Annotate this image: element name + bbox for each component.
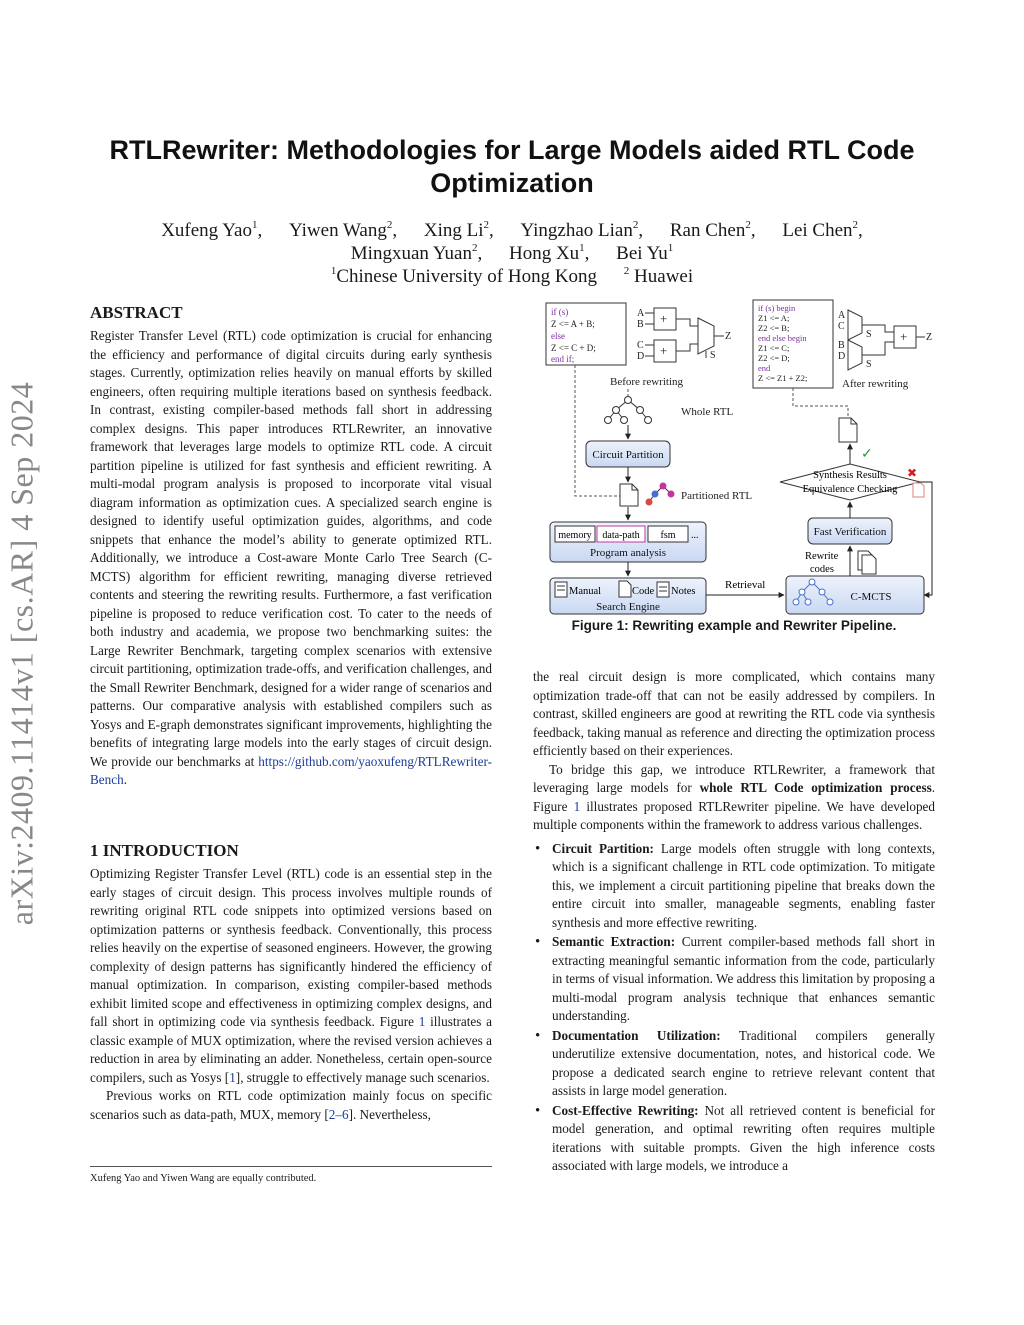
rewrite-label: Rewrite (805, 551, 839, 562)
figure-caption: Figure 1: Rewriting example and Rewriter Pipeline. (571, 618, 897, 633)
before-rewriting-label: Before rewriting (610, 376, 683, 388)
svg-text:+: + (660, 343, 668, 358)
svg-text:fsm: fsm (660, 530, 676, 541)
after-rewriting-label: After rewriting (842, 378, 909, 390)
author: Bei Yu$^1$ (616, 242, 674, 264)
svg-text:S: S (866, 329, 872, 340)
author-line-2 (80, 242, 944, 265)
author: Xing Li$^2$, (423, 219, 494, 241)
author: Mingxuan Yuan$^2$, (350, 242, 483, 264)
abstract-heading: ABSTRACT (90, 303, 183, 322)
svg-text:Circuit Partition: Circuit Partition (592, 449, 664, 461)
figure-ref[interactable]: 1 (573, 798, 581, 814)
contribution-list (533, 840, 935, 1176)
svg-text:C: C (637, 340, 644, 351)
svg-text:Search Engine: Search Engine (596, 601, 660, 613)
svg-text:Synthesis Results: Synthesis Results (813, 470, 887, 481)
list-item: • Semantic Extraction: Current compiler-based methods fall short in extracting meaningful semantic information from the code, particularly in terms of visual information. We address this limitation by proposing a multi-modal program analysis technique that enhances semantic understanding. (533, 933, 935, 1026)
svg-text:A: A (838, 310, 846, 321)
svg-text:Code: Code (632, 586, 655, 597)
code-line: Z1 <= C; (758, 343, 790, 353)
svg-text:B: B (838, 340, 845, 351)
whole-rtl-label: Whole RTL (681, 406, 734, 418)
list-item: • Circuit Partition: Large models often struggle with long contexts, which is a significant challenge in RTL code optimization. To mitigate this, we implement a circuit partitioning pipeline that breaks down the entire circuit into smaller, manageable segments, enabling faster synthesis and more effective rewriting. (533, 840, 935, 933)
affiliations: $^1$Chinese University of Hong Kong $^2$ Huawei (330, 265, 694, 287)
author: Hong Xu$^1$, (508, 242, 590, 264)
rewriter-pipeline-figure (540, 296, 940, 616)
citation[interactable]: 1 (229, 1069, 236, 1085)
paper-title: RTLRewriter: Methodologies for Large Models aided RTL Code Optimization (109, 135, 915, 198)
author-block (80, 219, 944, 288)
list-item: • Cost-Effective Rewriting: Not all retrieved content is beneficial for model generation, and optimal rewriting often requires multiple iterations with suitable prompts. Given the high inference costs associated with large models, we introduce a (533, 1102, 935, 1176)
notes-icon (657, 582, 669, 597)
code-line: end if; (551, 354, 575, 364)
benchmark-link[interactable]: https://github.com/yaoxufeng/RTLRewriter-Bench (90, 753, 493, 787)
svg-text:B: B (637, 319, 644, 330)
code-line: Z1 <= A; (758, 313, 790, 323)
svg-text:...: ... (691, 530, 699, 541)
svg-text:A: A (637, 308, 645, 319)
codes-label: codes (810, 564, 834, 575)
author: Lei Chen$^2$, (782, 219, 863, 241)
tree-icon (605, 397, 652, 424)
svg-text:D: D (637, 351, 645, 362)
file-icon (620, 484, 638, 506)
footnote: Xufeng Yao and Yiwen Wang are equally contributed. (90, 1173, 317, 1184)
author: Ran Chen$^2$, (669, 219, 756, 241)
intro-heading: 1 INTRODUCTION (90, 841, 239, 860)
code-line: Z <= C + D; (551, 343, 596, 353)
circuit-after (838, 310, 932, 370)
intro-body: Optimizing Register Transfer Level (RTL) code is an essential step in the early stages of circuit design. This process involves multiple rounds of rewriting original RTL code snippets into optimized versions based on optimization patterns or synthesis feedback. Conventionally, this process relies heavily on the expertise of seasoned engineers. However, the growing complexity of design patterns has significantly hindered the efficiency of manual optimization. In comparison, existing compiler-based methods exhibit limited scope and effectiveness in optimizing complex designs, and fall short in optimizing code via synthesis feedback. Figure 1 illustrates a classic example of MUX optimization, where the revised version achieves a reduction in area by eliminating an adder. Nonetheless, certain open-source compilers, such as Yosys [1], struggle to effectively manage such scenarios. Previous works on RTL code optimization mainly focus on specific scenarios such as data-path, MUX, memory [2–6]. Nevertheless, (90, 866, 492, 1122)
svg-text:D: D (838, 351, 846, 362)
code-line: end else begin (758, 333, 807, 343)
author-line-1 (80, 219, 944, 242)
manual-icon (555, 582, 567, 597)
code-line: Z2 <= B; (758, 323, 790, 333)
svg-text:C-MCTS: C-MCTS (850, 591, 892, 603)
stacked-files-icon (858, 551, 876, 574)
arxiv-side-label: arXiv:2409.11414v1 [cs.AR] 4 Sep 2024 (3, 381, 40, 926)
code-line: if (s) begin (758, 303, 796, 313)
abstract-body: Register Transfer Level (RTL) code optimization is crucial for enhancing the efficiency and performance of digital circuits during early synthesis stages. Currently, optimization relies heavily on manual efforts by skilled engineers, often requiring multiple iterations based on synthesis feedback. In contrast, existing compiler-based methods fall short in addressing complex designs. This paper introduces RTLRewriter, an innovative framework that leverages large models to optimize RTL code. A circuit partition pipeline is utilized for fast synthesis and efficient rewriting. A multi-modal program analysis is proposed to incorporate vital visual diagram information as optimization cues. A specialized search engine is designed to identify useful optimization guides, algorithms, and code snippets that enhance the model’s ability to generate optimized RTL. Additionally, we introduce a Cost-aware Monte Carlo Tree Search (C-MCTS) algorithm for efficient rewriting, managing diverse retrieved contents and steering the rewriting results. Furthermore, a fast verification pipeline is proposed to reduce verification cost. To cater to the needs of both industry and academia, we propose two benchmarking suites: the Large Rewriter Benchmark, targeting complex scenarios with extensive circuit partitioning, optimization trade-offs, and verification challenges, and the Small Rewriter Benchmark, designed for a wider range of scenarios and patterns. Our comparative analysis with established compilers such as Yosys and E-graph demonstrates significant improvements, highlighting the benefits of integrating large models into the early stages of circuit design. We provide our benchmarks at https://github.com/yaoxufeng/RTLRewriter-Bench. (90, 328, 493, 787)
citation[interactable]: 2–6 (328, 1106, 349, 1122)
code-line: Z2 <= D; (758, 353, 790, 363)
code-line: end (758, 363, 771, 373)
circuit-before (637, 308, 731, 362)
partitioned-rtl-label: Partitioned RTL (681, 490, 753, 502)
code-line: else (551, 331, 565, 341)
svg-text:+: + (900, 329, 908, 344)
list-item: • Documentation Utilization: Traditional compilers generally underutilize extensive documentation, notes, and historical code. We propose a dedicated search engine to retrieve relevant content that assists in large model generation. (533, 1027, 935, 1101)
failed-file-icon (913, 483, 924, 497)
svg-text:S: S (866, 359, 872, 370)
code-file-icon (619, 581, 631, 597)
result-file-icon (839, 418, 857, 442)
author: Yingzhao Lian$^2$, (520, 219, 644, 241)
author: Yiwen Wang$^2$, (288, 219, 398, 241)
svg-text:data-path: data-path (602, 530, 640, 541)
code-line: if (s) (551, 307, 569, 317)
code-line: Z <= Z1 + Z2; (758, 373, 808, 383)
svg-text:S: S (710, 350, 716, 361)
author: Xufeng Yao$^1$, (161, 219, 263, 241)
figure-ref[interactable]: 1 (418, 1014, 426, 1029)
svg-text:C: C (838, 321, 845, 332)
retrieval-label: Retrieval (725, 579, 766, 591)
svg-text:Fast Verification: Fast Verification (813, 526, 887, 538)
svg-text:Z: Z (725, 331, 732, 342)
check-icon: ✓ (861, 447, 873, 462)
svg-text:Z: Z (926, 332, 933, 343)
right-column-body: the real circuit design is more complicated, which contains many optimization trade-off that can not be easily addressed by compilers. In contrast, skilled engineers are good at rewriting the RTL code via synthesis feedback, taking manual as reference and directing the optimization process efficiently based on their experiences. To bridge this gap, we introduce RTLRewriter, a framework that leveraging large models for whole RTL Code optimization process. Figure 1 illustrates proposed RTLRewriter pipeline. We have developed multiple components within the framework to address various challenges. • Circuit Partition: Large models often struggle with long contexts, which is a significant challenge in RTL code optimization. To mitigate this, we implement a circuit partitioning pipeline that breaks down the entire circuit into smaller, manageable segments, enabling faster synthesis and more effective rewriting. • Semantic Extraction: Current compiler-based methods fall short in extracting meaningful semantic information from the code, particularly in terms of visual information. We address this limitation by proposing a multi-modal program analysis technique that enhances semantic understanding. • Documentation Utilization: Traditional compilers generally underutilize extensive documentation, notes, and historical code. We propose a dedicated search engine to retrieve relevant content that assists in large model generation. • Cost-Effective Rewriting: Not all retrieved content is beneficial for model generation, and optimal rewriting often requires multiple iterations with suitable prompts. Given the high inference costs associated with large models, we introduce a (533, 668, 935, 1177)
partitioned-tree-icon (646, 483, 675, 506)
svg-text:Equivalence Checking: Equivalence Checking (802, 484, 898, 495)
cross-icon: ✖ (907, 466, 918, 480)
svg-text:+: + (660, 311, 668, 326)
svg-text:Manual: Manual (569, 586, 602, 597)
code-line: Z <= A + B; (551, 319, 595, 329)
svg-text:Notes: Notes (671, 586, 696, 597)
footnote-rule (90, 1166, 492, 1167)
svg-text:memory: memory (558, 530, 592, 541)
svg-text:Program analysis: Program analysis (589, 547, 667, 559)
